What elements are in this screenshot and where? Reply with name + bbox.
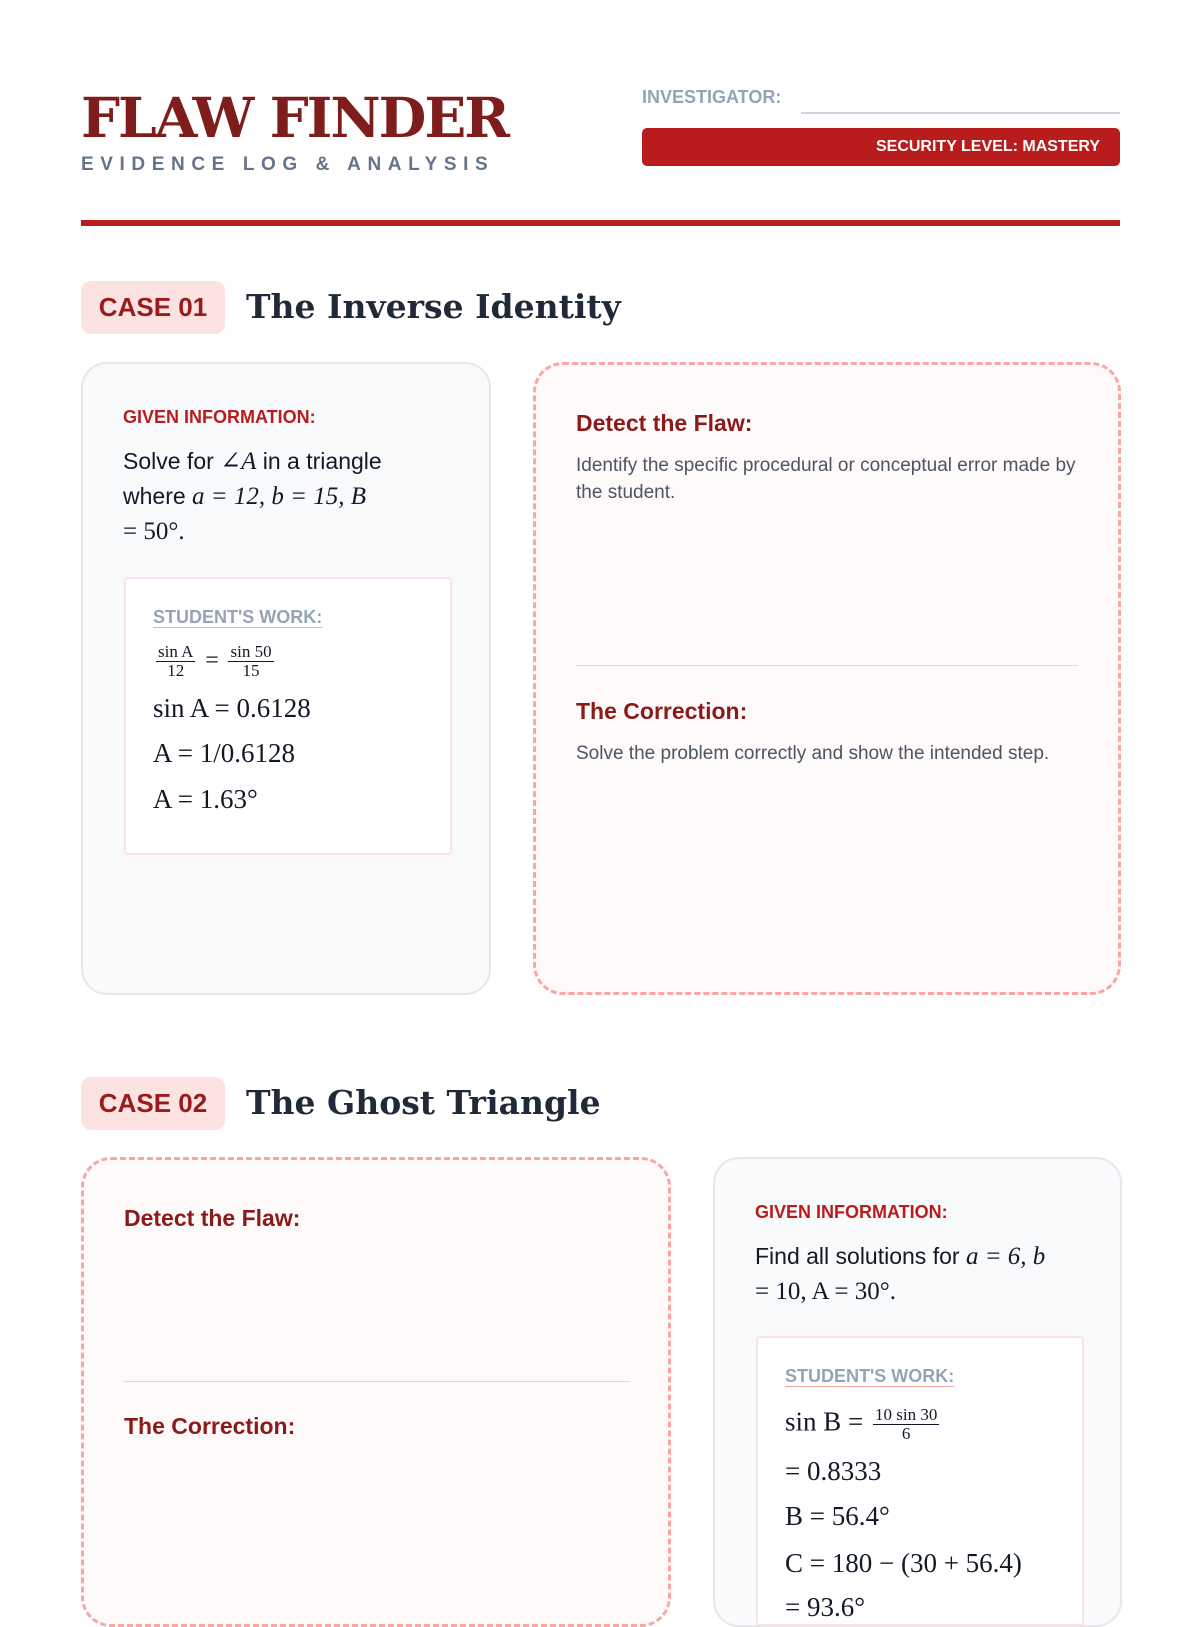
fraction-numerator: sin 50 — [230, 642, 272, 661]
worksheet-header — [81, 78, 1120, 228]
work-step-ratio — [785, 1406, 942, 1443]
fraction — [228, 643, 273, 680]
given-math: = 10, A = 30°. — [755, 1278, 896, 1305]
case-02-analysis-panel — [81, 1157, 671, 1627]
fraction-numerator: sin A — [158, 642, 194, 661]
given-math: = 50°. — [123, 518, 185, 545]
given-text-part: where — [123, 483, 193, 509]
case-01-badge: CASE 01 — [81, 281, 225, 334]
fraction-denominator: 6 — [901, 1424, 911, 1443]
case-02-given-label: GIVEN INFORMATION: — [755, 1202, 948, 1222]
student-work-label: STUDENT'S WORK: — [785, 1366, 955, 1386]
investigator-label: INVESTIGATOR: — [642, 87, 782, 107]
detect-flaw-heading: Detect the Flaw: — [576, 410, 753, 436]
given-text-part: Solve for — [123, 448, 221, 474]
equals-sign: = — [205, 647, 219, 674]
correction-heading: The Correction: — [576, 698, 748, 724]
work-step: A = 1.63° — [153, 784, 258, 814]
case-01-analysis-panel — [533, 362, 1121, 995]
case-02-given-panel — [713, 1157, 1122, 1627]
case-02-student-work — [756, 1336, 1084, 1626]
correction-description: Solve the problem correctly and show the intended step. — [576, 743, 1050, 764]
fraction — [873, 1406, 939, 1443]
work-step: sin A = 0.6128 — [153, 693, 311, 723]
analysis-divider — [576, 665, 1078, 666]
work-step: A = 1/0.6128 — [153, 738, 295, 768]
fraction-numerator: 10 sin 30 — [875, 1405, 938, 1424]
case-01-given-panel — [81, 362, 491, 995]
worksheet-subtitle: EVIDENCE LOG & ANALYSIS — [81, 154, 495, 175]
header-divider — [81, 220, 1120, 226]
case-01-given-label: GIVEN INFORMATION: — [123, 407, 316, 427]
student-work-label: STUDENT'S WORK: — [153, 607, 323, 627]
case-01-student-work — [124, 577, 452, 855]
work-step: = 93.6° — [785, 1592, 866, 1622]
given-math: a = 6, b — [965, 1243, 1046, 1270]
case-02-given-text — [755, 1239, 1045, 1309]
case-02-title: The Ghost Triangle — [246, 1083, 601, 1122]
given-text-part: in a triangle — [256, 448, 382, 474]
given-math: ∠A — [220, 448, 257, 475]
fraction-denominator: 15 — [242, 661, 260, 680]
detect-flaw-description: Identify the specific procedural or conceptual error made by the student. — [576, 455, 1076, 503]
work-step: B = 56.4° — [785, 1501, 890, 1531]
worksheet-title: FLAW FINDER — [81, 85, 508, 150]
given-text-part: Find all solutions for — [755, 1243, 966, 1269]
case-01-given-text — [123, 444, 382, 549]
detect-flaw-heading: Detect the Flaw: — [124, 1205, 301, 1231]
work-step-prefix: sin B = — [785, 1406, 864, 1437]
work-step-ratio — [153, 643, 277, 680]
fraction — [156, 643, 195, 680]
investigator-name-line[interactable] — [801, 112, 1120, 114]
given-math: a = 12, b = 15, B — [192, 483, 367, 510]
case-01-title: The Inverse Identity — [246, 287, 621, 326]
fraction-denominator: 12 — [167, 661, 185, 680]
case-02-badge: CASE 02 — [81, 1077, 225, 1130]
work-step: C = 180 − (30 + 56.4) — [785, 1548, 1022, 1578]
security-level-banner: SECURITY LEVEL: MASTERY — [642, 128, 1120, 166]
correction-heading: The Correction: — [124, 1413, 296, 1439]
analysis-divider — [124, 1381, 630, 1382]
work-step: = 0.8333 — [785, 1456, 882, 1486]
